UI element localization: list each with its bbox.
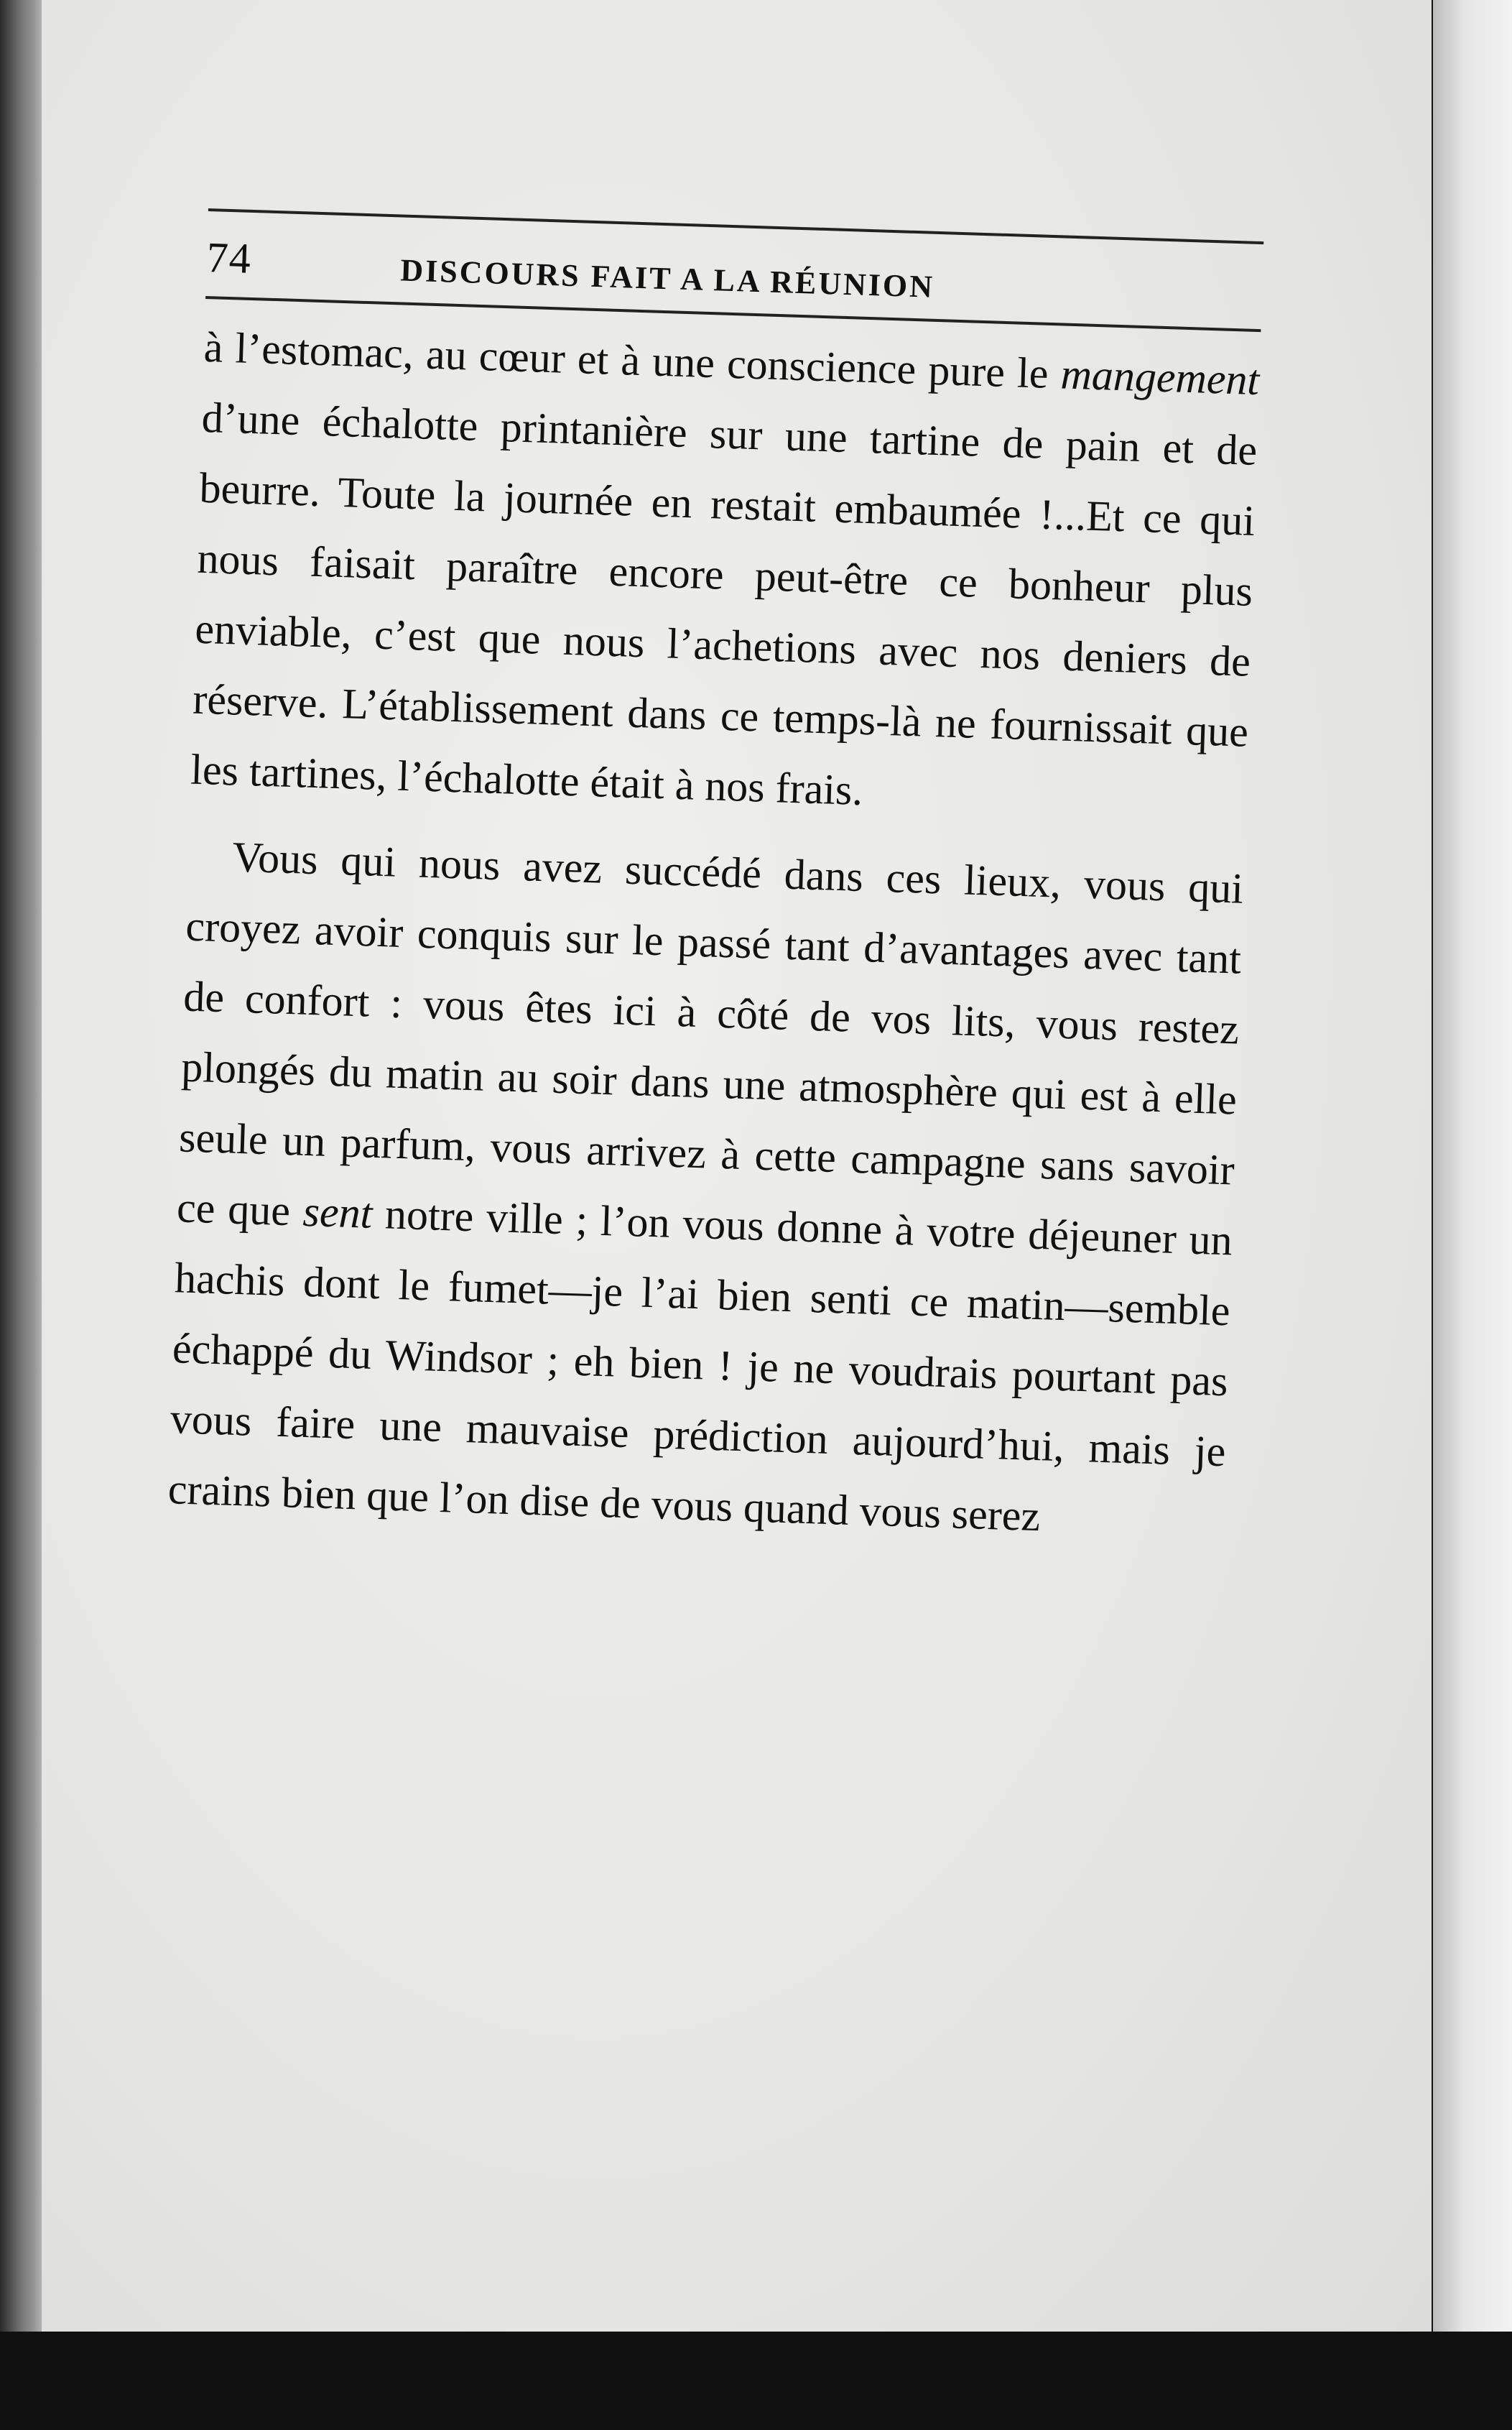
paragraph <box>167 821 1244 1558</box>
text-run: à l’estomac, au cœur et à une conscience pure le <box>203 323 1062 398</box>
text-run: d’une échalotte printanière sur une tartine de pain et de beurre. Toute la journée en restait embaumée !...Et ce qui nous faisait paraître encore peut-être ce bonheur plus enviable, c’est que nous l’achetions avec nos deniers de réserve. L’établissement dans ce temps-là ne fournissait que les tartines, l’échalotte était à nos frais. <box>190 393 1258 815</box>
text-run: Vous qui nous avez succédé dans ces lieux, vous qui croyez avoir conquis sur le passé tant d’avantages avec tant de confort : vous êtes ici à côté de vos lits, vous restez plongés du matin au soir dans une atmosphère qui est à elle seule un parfum, vous arrivez à cette campagne sans savoir ce que <box>176 833 1245 1235</box>
facing-page-edge <box>1433 0 1512 2350</box>
page-number: 74 <box>205 233 252 282</box>
scan-background <box>0 2332 1512 2430</box>
page-content <box>167 208 1263 1557</box>
text-run: notre ville ; l’on vous donne à votre déjeuner un hachis dont le fumet—je l’ai bien senti ce matin—semble échappé du Windsor ; eh bien ! je ne voudrais pourtant pas vous faire une mauvaise prédiction aujourd’hui, mais je crains bien que l’on dise de vous quand vous serez <box>167 1189 1233 1540</box>
italic-word: sent <box>302 1187 374 1237</box>
running-head: DISCOURS FAIT A LA RÉUNION <box>399 252 935 305</box>
body-text <box>167 312 1260 1557</box>
paragraph <box>190 312 1261 838</box>
italic-word: mangement <box>1059 350 1261 405</box>
